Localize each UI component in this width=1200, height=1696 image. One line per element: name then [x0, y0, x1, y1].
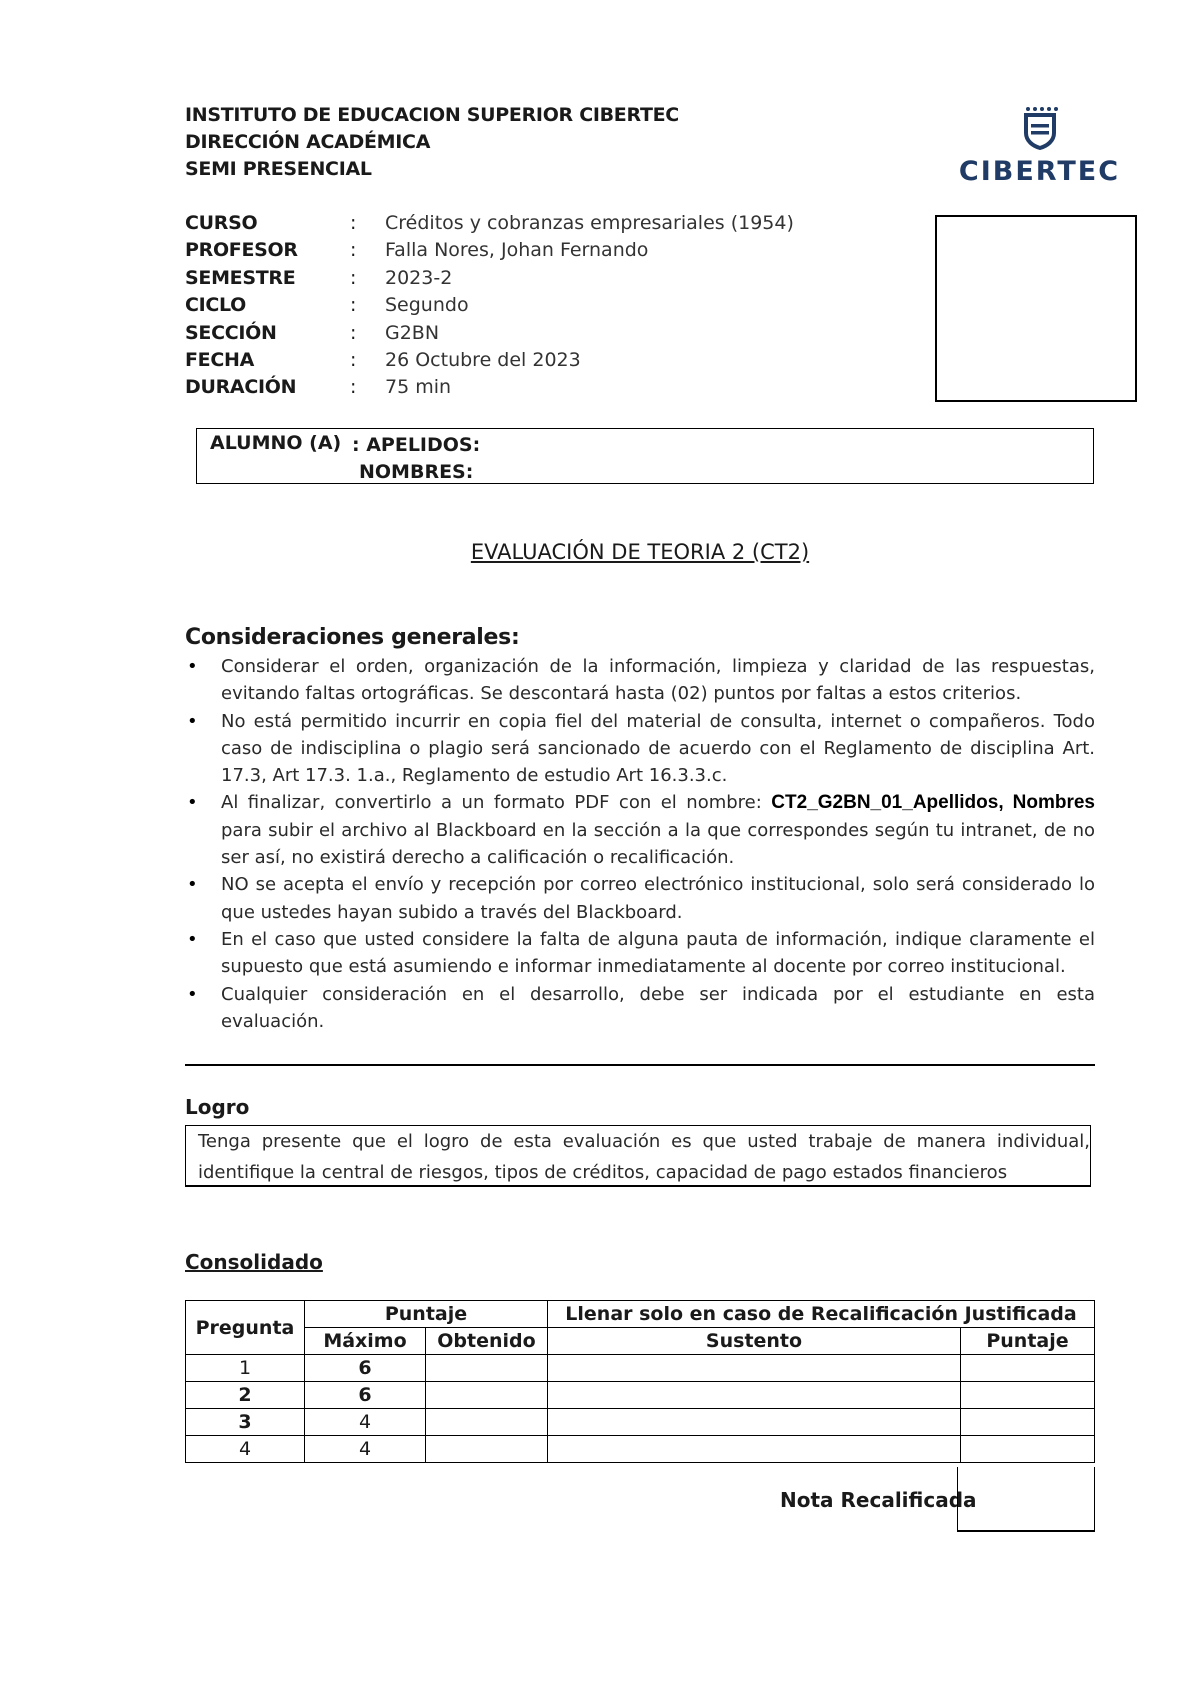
- col-puntaje: Puntaje: [305, 1301, 548, 1328]
- col-maximo: Máximo: [305, 1328, 426, 1355]
- consolidado-table: [185, 1300, 1095, 1463]
- col-sustento: Sustento: [548, 1328, 961, 1355]
- logro-box: Tenga presente que el logro de esta evaluación es que usted trabaje de manera individual, identifique la central de riesgos, tipos de créditos, capacidad de pago estados financieros: [185, 1125, 1091, 1187]
- list-item: • NO se acepta el envío y recepción por correo electrónico institucional, solo será considerado lo que ustedes hayan subido a través del Blackboard.: [185, 871, 1095, 926]
- exam-info: [185, 210, 794, 402]
- info-row: [185, 320, 794, 347]
- pregunta-cell: 2: [186, 1382, 305, 1409]
- info-colon: :: [350, 294, 357, 317]
- puntaje-cell[interactable]: [961, 1355, 1095, 1382]
- sustento-cell[interactable]: [548, 1382, 961, 1409]
- info-row: [185, 374, 794, 401]
- info-label: SECCIÓN: [185, 321, 277, 344]
- info-value: G2BN: [385, 321, 440, 344]
- considerations-list: [185, 653, 1095, 1035]
- list-item: [185, 789, 1095, 871]
- table-row: [186, 1436, 1095, 1463]
- info-colon: :: [350, 348, 357, 371]
- cibertec-logo: [952, 106, 1127, 187]
- table-row: [186, 1382, 1095, 1409]
- sustento-cell[interactable]: [548, 1409, 961, 1436]
- info-row: [185, 292, 794, 319]
- direction-name: DIRECCIÓN ACADÉMICA: [185, 131, 431, 153]
- considerations-heading: Consideraciones generales:: [185, 625, 520, 650]
- pregunta-cell: 4: [186, 1436, 305, 1463]
- table-header-row: [186, 1301, 1095, 1328]
- consolidado-heading: Consolidado: [185, 1250, 323, 1274]
- info-value: Créditos y cobranzas empresariales (1954): [385, 212, 794, 234]
- nombres-label: NOMBRES:: [359, 461, 474, 483]
- logo-wordmark: CIBERTEC: [958, 156, 1121, 187]
- col-puntaje-recal: Puntaje: [961, 1328, 1095, 1355]
- puntaje-cell[interactable]: [961, 1436, 1095, 1463]
- obtenido-cell[interactable]: [426, 1382, 548, 1409]
- col-obtenido: Obtenido: [426, 1328, 548, 1355]
- sustento-cell[interactable]: [548, 1436, 961, 1463]
- info-value: Segundo: [385, 294, 469, 317]
- table-row: [186, 1355, 1095, 1382]
- table-header-row: [186, 1328, 1095, 1355]
- col-recalificacion: Llenar solo en caso de Recalificación Justificada: [548, 1301, 1095, 1328]
- modality-name: SEMI PRESENCIAL: [185, 158, 372, 180]
- puntaje-cell[interactable]: [961, 1382, 1095, 1409]
- info-colon: :: [350, 212, 357, 234]
- list-item: • Considerar el orden, organización de la información, limpieza y claridad de las respuestas, evitando faltas ortográficas. Se descontará hasta (02) puntos por faltas a estos criterios.: [185, 653, 1095, 708]
- exam-title: EVALUACIÓN DE TEORIA 2 (CT2): [470, 540, 810, 564]
- info-label: CICLO: [185, 294, 247, 317]
- institution-header: [185, 102, 679, 183]
- info-colon: :: [350, 321, 357, 344]
- info-row: [185, 347, 794, 374]
- pregunta-cell: 3: [186, 1409, 305, 1436]
- list-item: • En el caso que usted considere la falta de alguna pauta de información, indique claramente el supuesto que está asumiendo e informar inmediatamente al docente por correo institucional.: [185, 926, 1095, 981]
- puntaje-cell[interactable]: [961, 1409, 1095, 1436]
- info-colon: :: [350, 266, 357, 289]
- col-pregunta: Pregunta: [186, 1301, 305, 1355]
- info-value: 26 Octubre del 2023: [385, 348, 581, 371]
- info-label: FECHA: [185, 348, 255, 371]
- list-item: • Cualquier consideración en el desarrollo, debe ser indicada por el estudiante en esta evaluación.: [185, 981, 1095, 1036]
- logro-heading: Logro: [185, 1095, 250, 1119]
- photo-box[interactable]: [935, 215, 1137, 402]
- section-divider: [185, 1064, 1095, 1066]
- nota-recalificada-label: Nota Recalificada: [780, 1488, 977, 1512]
- info-row: [185, 237, 794, 264]
- sustento-cell[interactable]: [548, 1355, 961, 1382]
- pdf-instruction-post: para subir el archivo al Blackboard en la sección a la que correspondes según tu intranet, de no ser así, no existirá derecho a calificación o recalificación.: [221, 819, 1095, 869]
- obtenido-cell[interactable]: [426, 1409, 548, 1436]
- obtenido-cell[interactable]: [426, 1436, 548, 1463]
- pdf-filename: CT2_G2BN_01_Apellidos, Nombres: [771, 792, 1095, 814]
- info-colon: :: [350, 376, 357, 399]
- table-row: [186, 1409, 1095, 1436]
- apellidos-label: : APELIDOS:: [352, 434, 481, 456]
- maximo-cell: 6: [305, 1355, 426, 1382]
- student-box[interactable]: [196, 428, 1094, 484]
- info-colon: :: [350, 239, 357, 262]
- info-label: PROFESOR: [185, 239, 298, 262]
- obtenido-cell[interactable]: [426, 1355, 548, 1382]
- info-row: [185, 265, 794, 292]
- maximo-cell: 6: [305, 1382, 426, 1409]
- pdf-instruction-pre: Al finalizar, convertirlo a un formato PDF con el nombre:: [221, 792, 772, 814]
- maximo-cell: 4: [305, 1409, 426, 1436]
- nota-recalificada-box[interactable]: [957, 1467, 1095, 1532]
- info-row: [185, 210, 794, 237]
- info-value: Falla Nores, Johan Fernando: [385, 239, 649, 262]
- institution-name: INSTITUTO DE EDUCACION SUPERIOR CIBERTEC: [185, 104, 679, 126]
- info-label: SEMESTRE: [185, 266, 296, 289]
- student-name-fields: [352, 432, 480, 486]
- pregunta-cell: 1: [186, 1355, 305, 1382]
- info-label: CURSO: [185, 212, 258, 234]
- info-value: 75 min: [385, 376, 452, 399]
- info-value: 2023-2: [385, 266, 453, 289]
- maximo-cell: 4: [305, 1436, 426, 1463]
- student-label: ALUMNO (A): [210, 432, 342, 454]
- shield-crest-icon: [1020, 106, 1060, 150]
- list-item: • No está permitido incurrir en copia fiel del material de consulta, internet o compañeros. Todo caso de indisciplina o plagio será sancionado de acuerdo con el Reglamento de disciplina Art. 17.3, Art 17.3. 1.a., Reglamento de estudio Art 16.3.3.c.: [185, 708, 1095, 790]
- info-label: DURACIÓN: [185, 376, 297, 399]
